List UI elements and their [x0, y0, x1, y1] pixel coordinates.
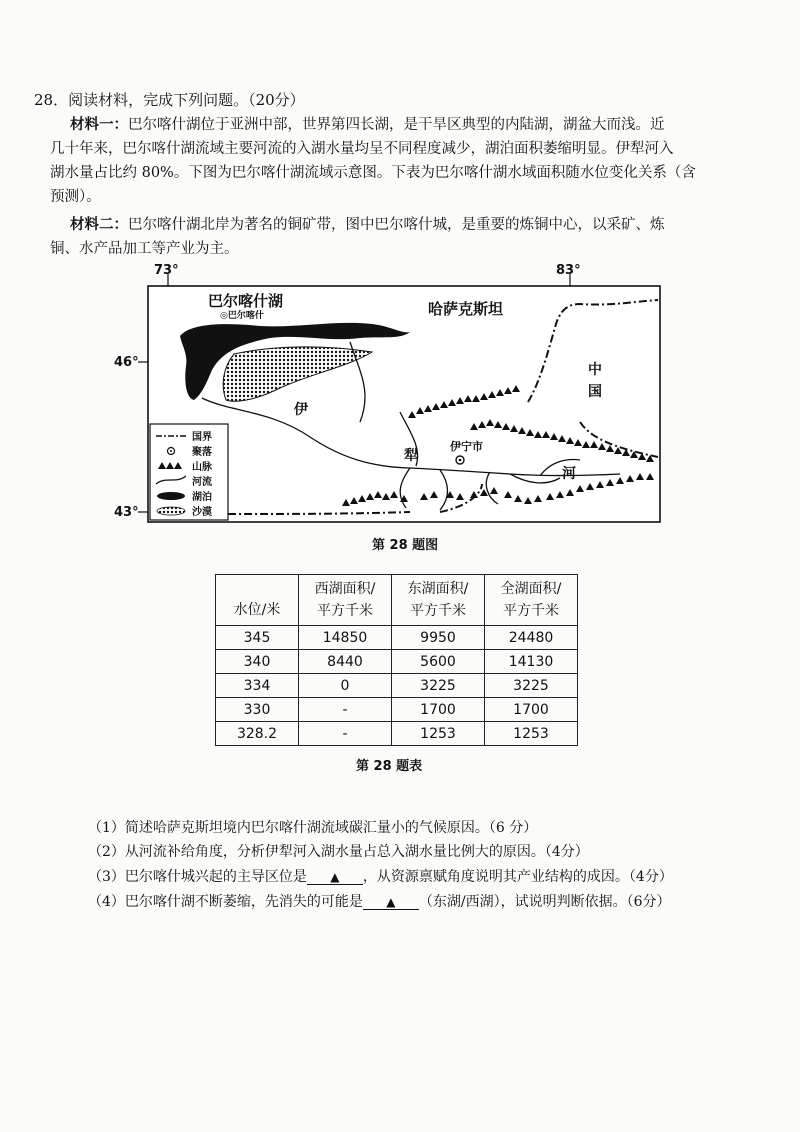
kazakhstan-label: 哈萨克斯坦	[428, 300, 504, 318]
subquestion-1: （1）简述哈萨克斯坦境内巴尔喀什湖流域碳汇量小的气候原因。（6 分）	[88, 820, 538, 836]
map-legend	[150, 424, 228, 520]
lon-right-label: 83°	[556, 263, 581, 278]
yining-city-dot	[459, 459, 462, 462]
material1-line3: 湖水量占比约 80%。下图为巴尔喀什湖流域示意图。下表为巴尔喀什湖水域面积随水位变化关系（含	[50, 165, 696, 181]
material1-line1	[70, 113, 665, 134]
header-whole-lake-area: 全湖面积/ 平方千米	[485, 575, 578, 626]
question-title: 28．阅读材料，完成下列问题。（20分）	[34, 91, 305, 109]
table-row	[216, 722, 578, 746]
cell: 334	[216, 674, 299, 698]
cell: 24480	[485, 626, 578, 650]
legend-river-label: 河流	[192, 477, 212, 488]
legend-border-label: 国界	[192, 432, 212, 443]
material1-text1: 巴尔喀什湖位于亚洲中部，世界第四长湖，是干旱区典型的内陆湖，湖盆大而浅。近	[128, 117, 665, 133]
subquestion-4-post: （东湖/西湖），试说明判断依据。（6分）	[418, 894, 671, 910]
legend-mountain-label: 山脉	[192, 462, 212, 473]
river-label-he: 河	[562, 466, 576, 482]
table-row	[216, 650, 578, 674]
cell: 340	[216, 650, 299, 674]
cell: 14130	[485, 650, 578, 674]
lon-left-label: 73°	[154, 263, 179, 278]
material1-line4: 预测）。	[50, 189, 101, 205]
cell: 1700	[485, 698, 578, 722]
subquestion-4-pre: （4）巴尔喀什湖不断萎缩，先消失的可能是	[88, 894, 363, 910]
legend-lake-label: 湖泊	[192, 492, 212, 503]
river-label-yi: 伊	[294, 402, 308, 418]
cell: 330	[216, 698, 299, 722]
cell: 9950	[392, 626, 485, 650]
figure-caption: 第 28 题图	[372, 538, 439, 553]
cell: 328.2	[216, 722, 299, 746]
table-caption: 第 28 题表	[356, 759, 423, 774]
cell: 3225	[392, 674, 485, 698]
table-row	[216, 698, 578, 722]
subquestion-3	[88, 866, 673, 886]
lat-bottom-label: 43°	[114, 505, 139, 520]
yining-city-label: 伊宁市	[450, 440, 483, 453]
cell: 8440	[299, 650, 392, 674]
material2-line2: 铜、水产品加工等产业为主。	[50, 241, 239, 257]
subquestion-2: （2）从河流补给角度，分析伊犁河入湖水量占总入湖水量比例大的原因。（4分）	[88, 844, 589, 860]
china-label-2: 国	[588, 384, 602, 400]
material2-label: 材料二：	[70, 216, 128, 233]
cell: 3225	[485, 674, 578, 698]
cell: 1253	[485, 722, 578, 746]
cell: 345	[216, 626, 299, 650]
subquestion-3-pre: （3）巴尔喀什城兴起的主导区位是	[88, 869, 307, 885]
lake-name-label: 巴尔喀什湖	[208, 292, 284, 310]
table-row	[216, 674, 578, 698]
cell: 14850	[299, 626, 392, 650]
answer-blank-3[interactable]: ▲	[307, 870, 363, 885]
header-west-lake-area: 西湖面积/ 平方千米	[299, 575, 392, 626]
river-label-li: 犁	[404, 448, 418, 464]
answer-blank-4[interactable]: ▲	[363, 895, 419, 910]
legend-settlement-label: 聚落	[192, 447, 212, 458]
material1-line2: 几十年来，巴尔喀什湖流域主要河流的入湖水量均呈不同程度减少，湖泊面积萎缩明显。伊犁河入	[50, 141, 674, 157]
header-east-lake-area: 东湖面积/ 平方千米	[392, 575, 485, 626]
balkhash-city-label: ◎巴尔喀什	[220, 311, 264, 321]
material1-label: 材料一：	[70, 116, 128, 133]
material2-text1: 巴尔喀什湖北岸为著名的铜矿带，图中巴尔喀什城，是重要的炼铜中心，以采矿、炼	[128, 217, 665, 233]
table-header-row	[216, 575, 578, 626]
lat-top-label: 46°	[114, 355, 139, 370]
cell: -	[299, 722, 392, 746]
cell: -	[299, 698, 392, 722]
balkhash-basin-map	[110, 262, 670, 532]
water-level-area-table	[215, 574, 578, 746]
cell: 0	[299, 674, 392, 698]
subquestion-4	[88, 891, 671, 911]
legend-desert-label: 沙漠	[192, 507, 212, 518]
cell: 1253	[392, 722, 485, 746]
cell: 1700	[392, 698, 485, 722]
cell: 5600	[392, 650, 485, 674]
table-row	[216, 626, 578, 650]
material2-line1	[70, 213, 665, 234]
china-label-1: 中	[588, 362, 602, 378]
subquestion-3-post: ，从资源禀赋角度说明其产业结构的成因。（4分）	[362, 869, 673, 885]
header-water-level: 水位/米	[216, 575, 299, 626]
